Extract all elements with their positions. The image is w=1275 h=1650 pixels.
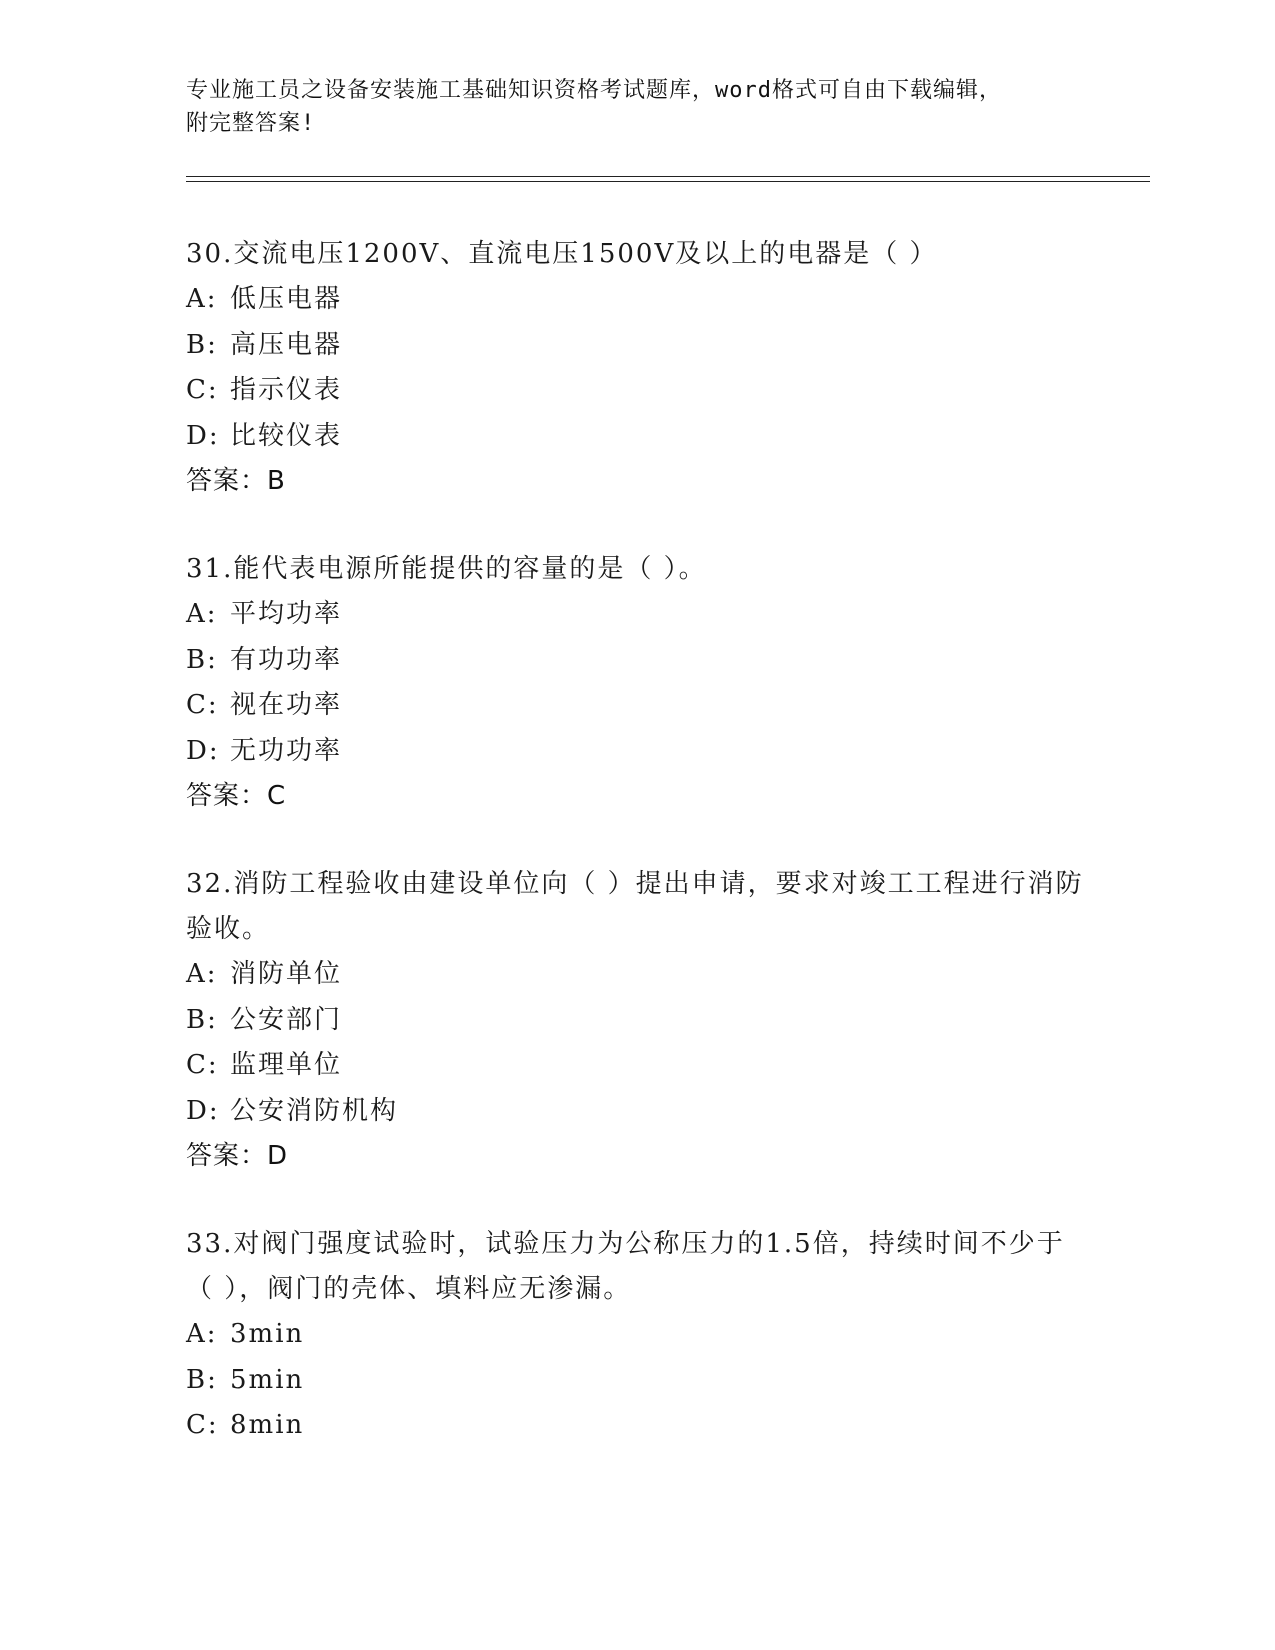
option-c: [186, 1043, 1086, 1089]
option-d: [186, 1089, 1086, 1135]
option-b: [186, 638, 1086, 684]
option-c: [186, 683, 1086, 729]
option-text: 低压电器: [230, 284, 343, 314]
option-key: B:: [186, 329, 218, 360]
question-30: [186, 232, 1086, 505]
question-33: [186, 1222, 1086, 1449]
option-b: [186, 1358, 1086, 1404]
question-stem: 30.交流电压1200V、直流电压1500V及以上的电器是（ ）: [186, 239, 938, 269]
answer: 答案：B: [186, 466, 286, 496]
option-text: 8min: [230, 1410, 305, 1440]
option-b: [186, 998, 1086, 1044]
option-key: A:: [186, 284, 218, 314]
header-divider-bottom: [186, 181, 1150, 182]
option-text: 3min: [230, 1319, 305, 1349]
option-b: [186, 323, 1086, 369]
question-stem: 31.能代表电源所能提供的容量的是（ ）。: [186, 554, 707, 584]
answer: 答案：D: [186, 1141, 289, 1171]
option-text: 高压电器: [230, 329, 343, 360]
question-stem: 32.消防工程验收由建设单位向（ ）提出申请，要求对竣工工程进行消防验收。: [186, 869, 1084, 944]
option-key: C:: [186, 690, 219, 720]
option-key: B:: [186, 1364, 218, 1395]
option-d: [186, 414, 1086, 460]
question-stem: 33.对阀门强度试验时，试验压力为公称压力的1.5倍，持续时间不少于（ ），阀门的壳体、填料应无渗漏。: [186, 1229, 1065, 1304]
option-key: B:: [186, 644, 218, 675]
option-text: 有功功率: [230, 644, 343, 675]
header-divider-top: [186, 176, 1150, 177]
option-text: 指示仪表: [230, 375, 343, 405]
option-text: 比较仪表: [230, 420, 343, 451]
option-c: [186, 368, 1086, 414]
option-key: C:: [186, 1050, 219, 1080]
header-line-1: 专业施工员之设备安装施工基础知识资格考试题库，word格式可自由下载编辑，: [186, 78, 1002, 103]
option-a: [186, 592, 1086, 638]
header-line-2: 附完整答案!: [186, 111, 316, 136]
option-key: C:: [186, 375, 219, 405]
option-text: 视在功率: [230, 690, 343, 720]
option-text: 公安消防机构: [230, 1095, 399, 1126]
option-text: 监理单位: [230, 1050, 343, 1080]
option-a: [186, 277, 1086, 323]
option-key: A:: [186, 959, 218, 989]
option-text: 无功功率: [230, 735, 343, 766]
option-text: 5min: [230, 1364, 305, 1395]
option-key: D:: [186, 420, 220, 451]
option-d: [186, 729, 1086, 775]
option-text: 公安部门: [230, 1004, 343, 1035]
question-31: [186, 547, 1086, 820]
option-key: A:: [186, 599, 218, 629]
document-header: [186, 74, 1066, 140]
option-key: A:: [186, 1319, 218, 1349]
option-key: B:: [186, 1004, 218, 1035]
option-text: 消防单位: [230, 959, 343, 989]
option-c: [186, 1403, 1086, 1449]
option-a: [186, 1312, 1086, 1358]
option-key: C:: [186, 1410, 219, 1440]
question-32: [186, 862, 1086, 1180]
option-text: 平均功率: [230, 599, 343, 629]
option-a: [186, 952, 1086, 998]
option-key: D:: [186, 1095, 220, 1126]
option-key: D:: [186, 735, 220, 766]
answer: 答案：C: [186, 781, 287, 811]
